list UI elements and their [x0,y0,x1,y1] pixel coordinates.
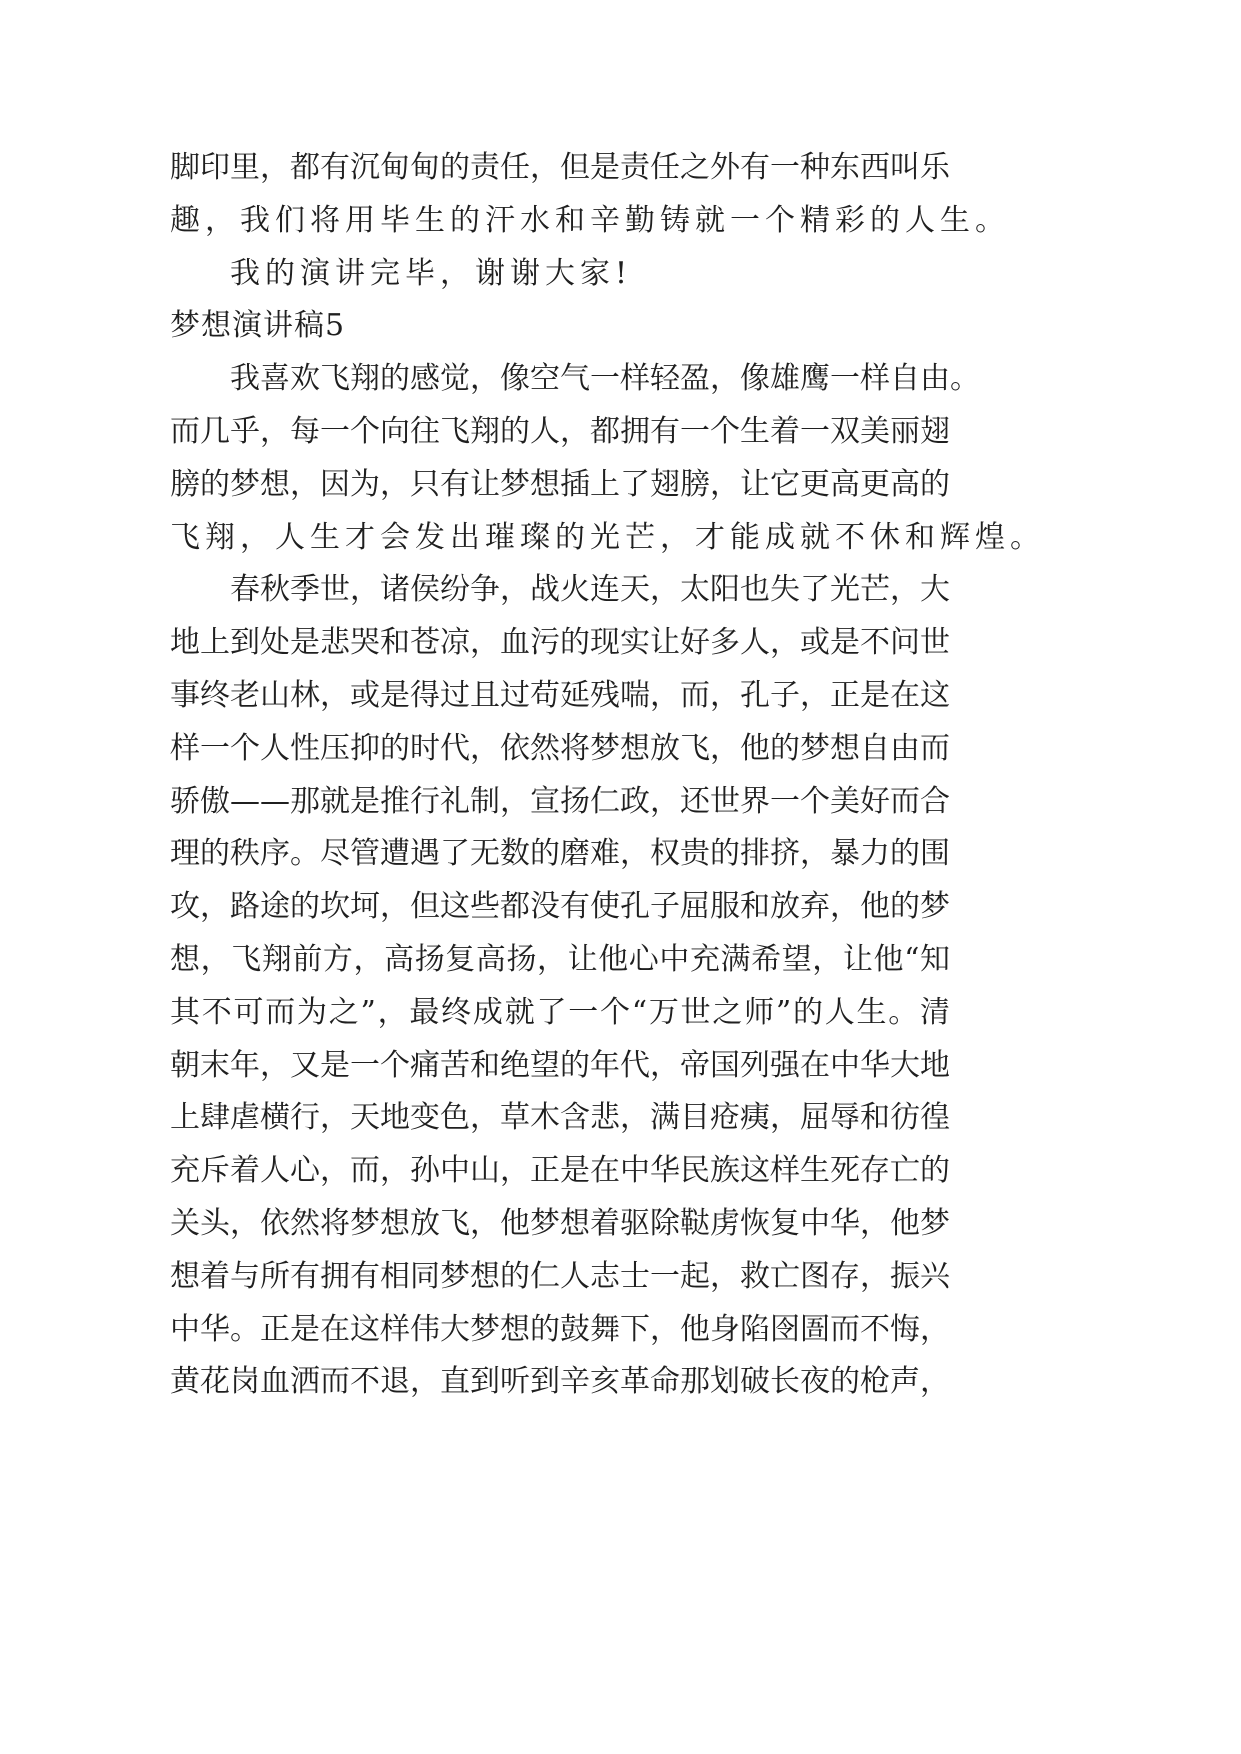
document-body [170,142,1045,1409]
body-line: 事终老山林，或是得过且过苟延残喘，而，孔子，正是在这 [170,677,950,713]
body-line: 攻，路途的坎坷，但这些都没有使孔子屈服和放弃，他的梦 [170,889,950,925]
body-line: 趣，我们将用毕生的汗水和辛勤铸就一个精彩的人生。 [170,202,1010,238]
body-line: 而几乎，每一个向往飞翔的人，都拥有一个生着一双美丽翅 [170,413,950,449]
body-line: 脚印里，都有沉甸甸的责任，但是责任之外有一种东西叫乐 [170,150,950,185]
body-line: 骄傲——那就是推行礼制，宣扬仁政，还世界一个美好而合 [170,783,950,819]
body-line: 地上到处是悲哭和苍凉，血污的现实让好多人，或是不问世 [170,625,950,661]
paragraph-first-line: 我喜欢飞翔的感觉，像空气一样轻盈，像雄鹰一样自由。 [230,361,980,397]
body-line: 膀的梦想，因为，只有让梦想插上了翅膀，让它更高更高的 [170,466,950,502]
paragraph-first-line: 春秋季世，诸侯纷争，战火连天，太阳也失了光芒，大 [230,572,950,608]
body-line: 充斥着人心，而，孙中山，正是在中华民族这样生死存亡的 [170,1153,950,1189]
body-line: 想着与所有拥有相同梦想的仁人志士一起，救亡图存，振兴 [170,1258,950,1294]
body-line: 飞翔，人生才会发出璀璨的光芒，才能成就不休和辉煌。 [170,519,1045,555]
body-line: 理的秩序。尽管遭遇了无数的磨难，权贵的排挤，暴力的围 [170,836,950,872]
body-line: 上肆虐横行，天地变色，草木含悲，满目疮痍，屈辱和彷徨 [170,1100,950,1136]
body-line: 关头，依然将梦想放飞，他梦想着驱除鞑虏恢复中华，他梦 [170,1205,950,1241]
body-line: 黄花岗血洒而不退，直到听到辛亥革命那划破长夜的枪声， [170,1364,950,1400]
body-line: 样一个人性压抑的时代，依然将梦想放飞，他的梦想自由而 [170,730,950,766]
closing-remark: 我的演讲完毕，谢谢大家! [230,255,633,291]
section-heading: 梦想演讲稿5 [170,308,346,344]
body-line: 想，飞翔前方，高扬复高扬，让他心中充满希望，让他“知 [170,941,950,977]
body-line: 中华。正是在这样伟大梦想的鼓舞下，他身陷囹圄而不悔， [170,1311,950,1347]
body-line: 朝末年，又是一个痛苦和绝望的年代，帝国列强在中华大地 [170,1047,950,1083]
body-line: 其不可而为之”，最终成就了一个“万世之师”的人生。清 [170,994,950,1030]
